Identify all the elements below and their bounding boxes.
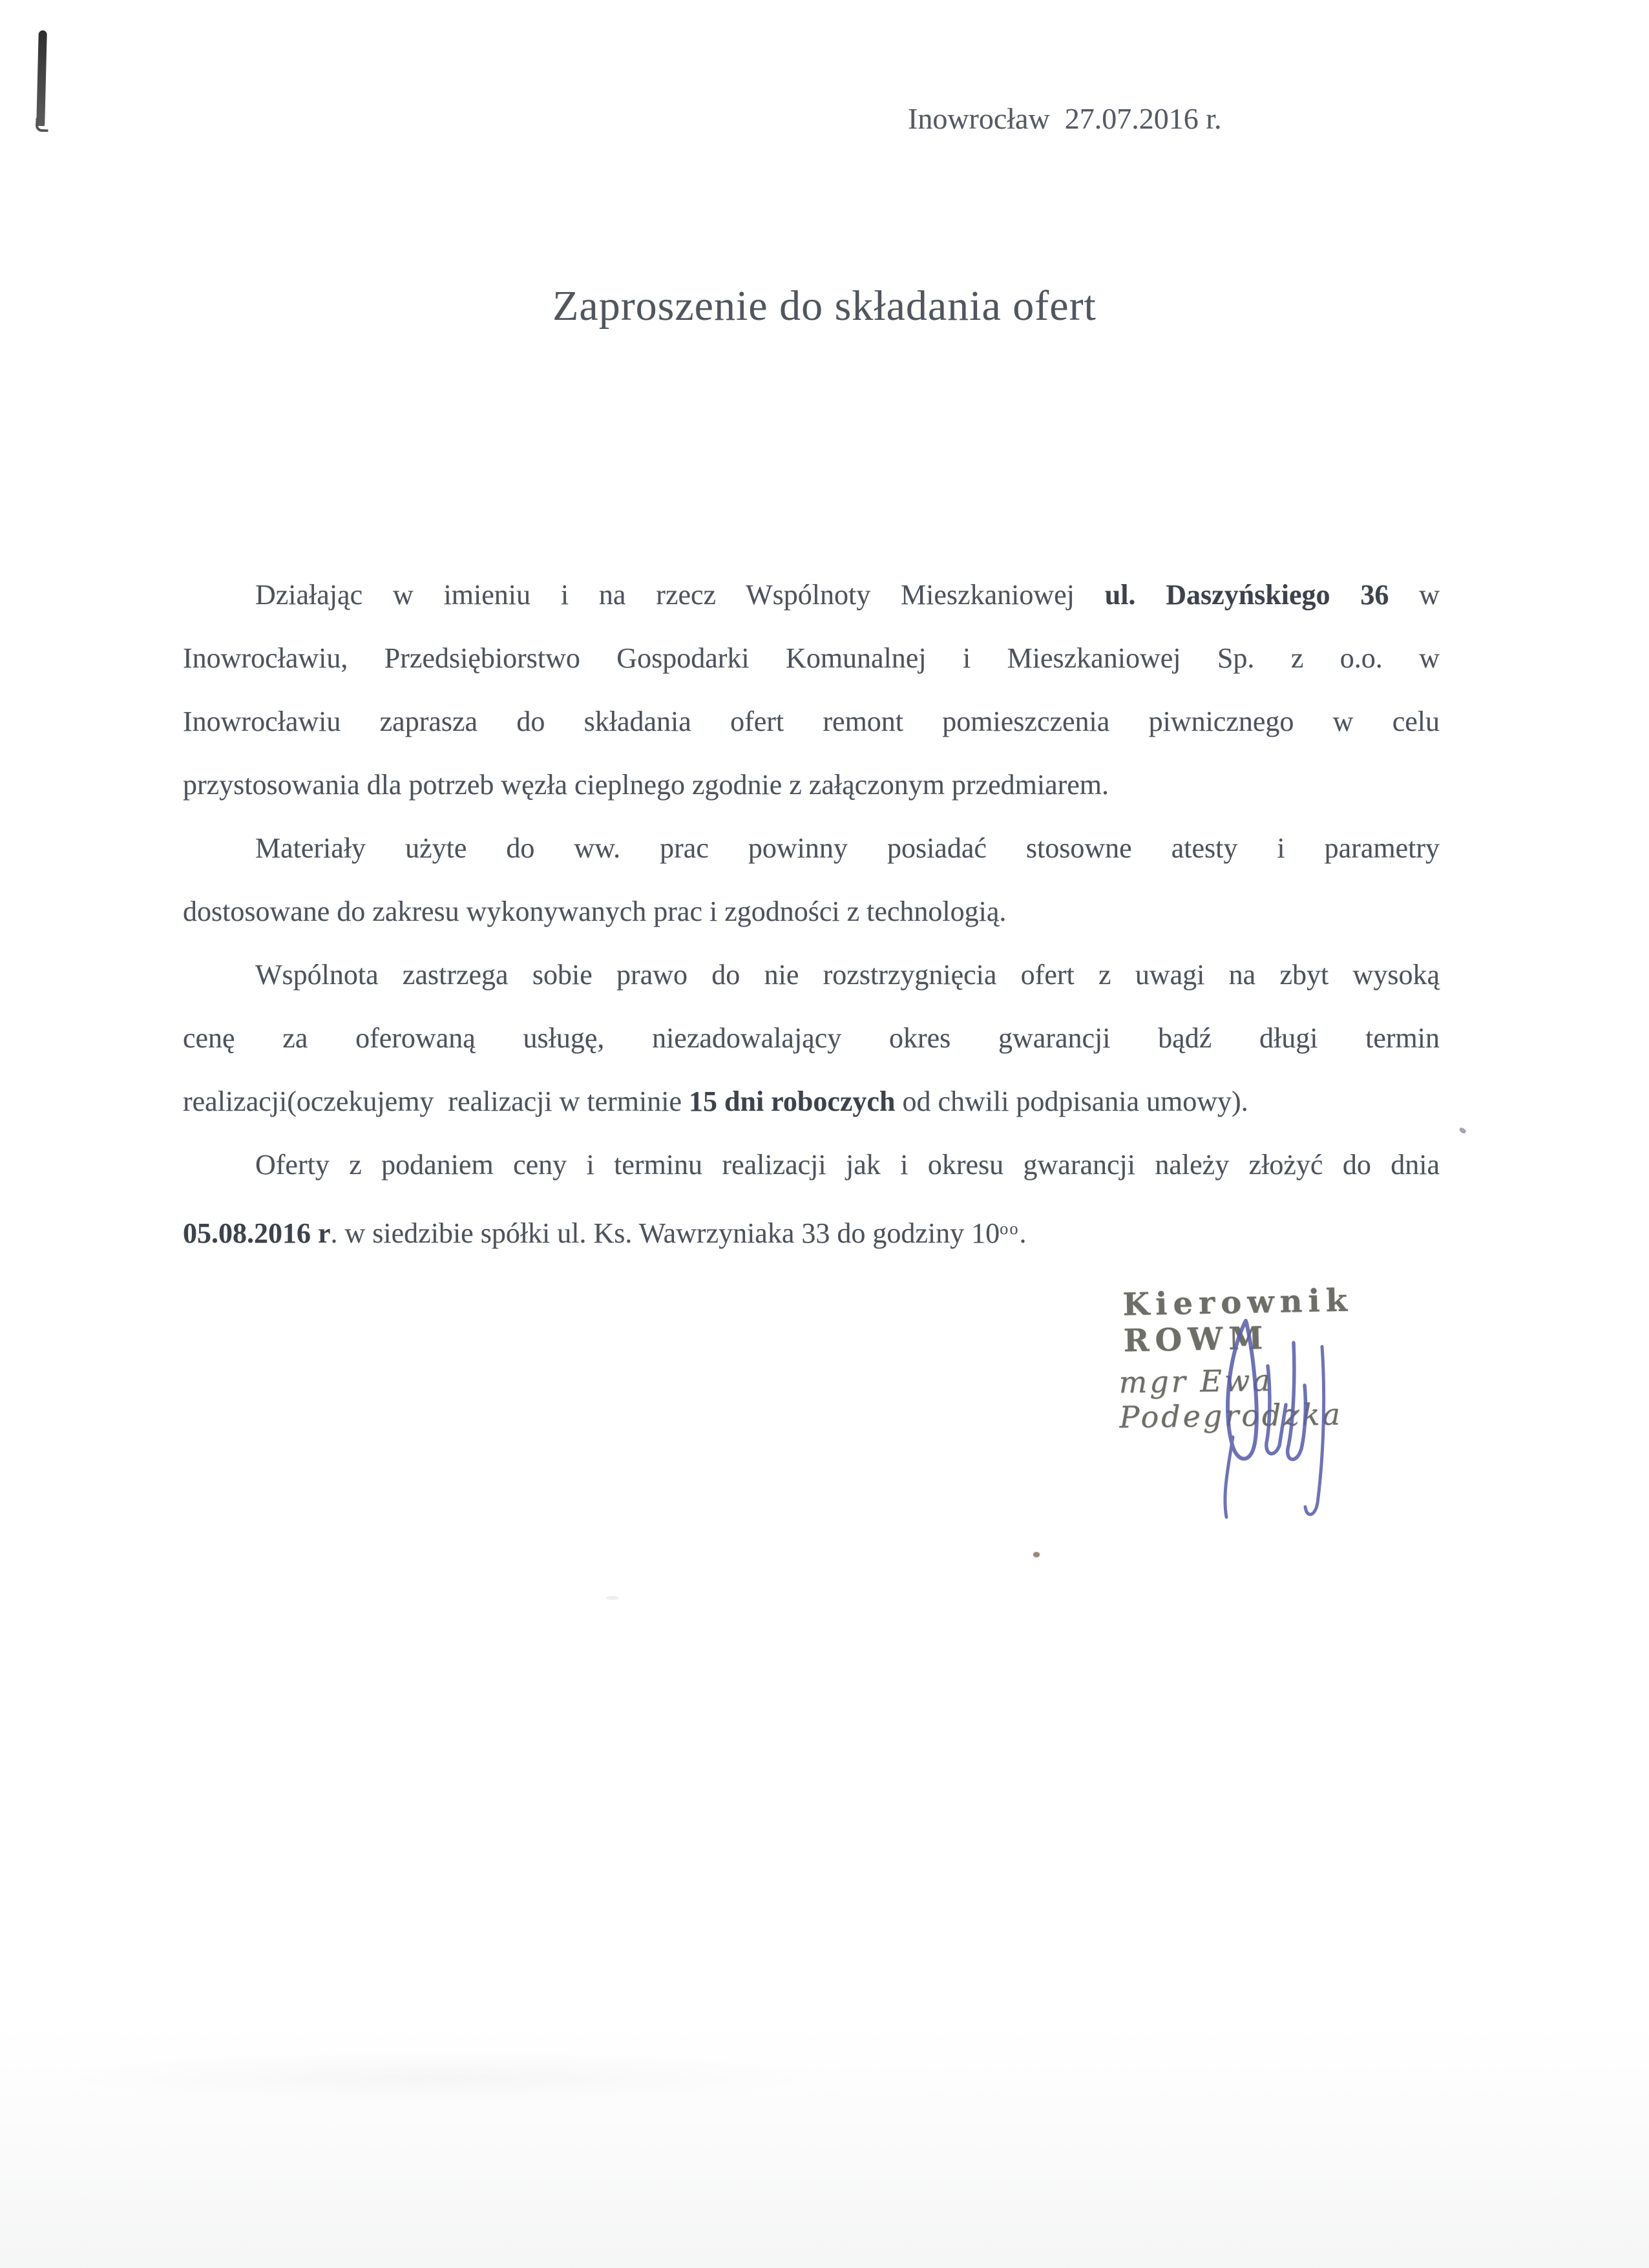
text-segment: . [1019,1217,1027,1250]
text-segment: przystosowania dla potrzeb węzła cieplnego zgodnie z załączonym przedmiarem. [183,769,1109,801]
scan-speck [1033,1552,1040,1557]
text-line [183,880,1440,943]
text-segment: Inowrocławiu zaprasza do składania ofert remont pomieszczenia piwnicznego w celu [183,706,1440,737]
text-segment: dostosowane do zakresu wykonywanych prac i zgodności z technologią. [183,896,1007,927]
scan-artifact-mark-hook [36,118,49,132]
scan-smudge [606,1596,619,1600]
text-line [183,817,1440,880]
text-segment: Oferty z podaniem ceny i terminu realizacji jak i okresu gwarancji należy złożyć do dnia [255,1149,1440,1181]
text-segment: realizacji(oczekujemy realizacji w terminie [183,1086,689,1117]
text-segment: cenę za oferowaną usługę, niezadowalający okres gwarancji bądź długi termin [183,1022,1440,1054]
text-line [183,690,1440,753]
superscript-segment: oo [1000,1219,1020,1238]
bold-text-segment: ul. Daszyńskiego 36 [1104,579,1389,611]
stamp-name-text: mgr Ewa Podegrodzka [1119,1362,1343,1435]
text-line [183,1070,1440,1133]
scan-shading-band [0,2022,1649,2268]
text-segment: Działając w imieniu i na rzecz Wspólnoty Mieszkaniowej [255,579,1105,611]
text-segment: Materiały użyte do ww. prac powinny posiadać stosowne atesty i parametry [255,832,1440,864]
text-segment: od chwili podpisania umowy). [895,1086,1248,1117]
text-line [183,627,1440,690]
scan-speck [1458,1126,1467,1134]
scan-artifact-mark [36,30,47,126]
text-segment: Wspólnota zastrzega sobie prawo do nie rozstrzygnięcia ofert z uwagi na zbyt wysoką [255,959,1440,991]
page-title: Zaproszenie do składania ofert [552,282,1097,330]
text-line [183,1133,1440,1197]
text-line [183,753,1440,817]
handwritten-signature-ink [1195,1309,1358,1524]
text-line [183,563,1440,627]
text-line [183,1007,1440,1070]
bold-text-segment: 05.08.2016 r [183,1217,331,1250]
bold-text-segment: 15 dni roboczych [689,1086,896,1117]
text-segment: . w siedzibie spółki ul. Ks. Wawrzyniaka 33 do godziny 10 [330,1217,1000,1250]
document-body [183,563,1440,1260]
text-segment: w [1389,579,1440,611]
dateline: Inowrocław 27.07.2016 r. [908,102,1222,135]
stamp-role-text: Kierownik ROWM [1122,1282,1371,1360]
text-line [183,943,1440,1007]
text-segment: Inowrocławiu, Przedsiębiorstwo Gospodarki Komunalnej i Mieszkaniowej Sp. z o.o. w [183,642,1440,674]
text-line [183,1197,1440,1260]
